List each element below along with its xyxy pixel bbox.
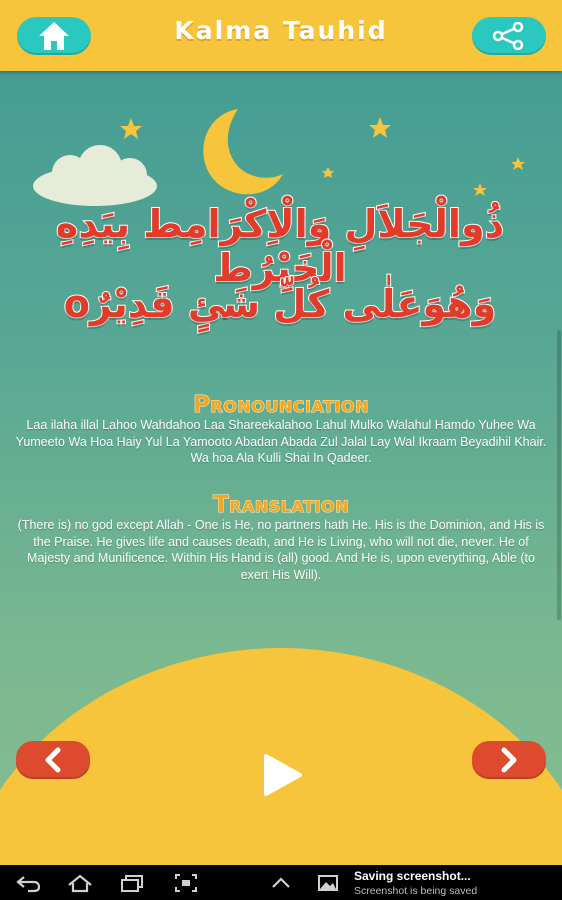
moon-icon: [203, 109, 283, 194]
home-button[interactable]: [17, 17, 91, 55]
pronunciation-text: Laa ilaha illal Lahoo Wahdahoo Laa Shareekalahoo Lahul Mulko Walahul Hamdo Yuhee Wa Yumeeto Wa Hoa Haiy Yul La Yamooto Abadan Abada Zul Jalal Lay Wal Ikraam Beyadihil Khair. Wa hoa Ala Kulli Shai In Qadeer.: [15, 418, 547, 465]
next-button[interactable]: [472, 741, 546, 779]
app-header: [0, 0, 562, 71]
arabic-line-1: ذُوالْجَلاَلِ وَالْاِكْرَامِط بِيَدِهِ الْخَيْرُط: [55, 202, 505, 290]
chevron-right-icon: [497, 747, 521, 773]
share-icon: [492, 22, 526, 50]
chevron-left-icon: [41, 747, 65, 773]
star-icon: [473, 183, 487, 196]
scrollbar[interactable]: [557, 330, 561, 620]
home-icon: [37, 20, 71, 52]
star-icon: [120, 118, 142, 139]
notification-subtitle: Screenshot is being saved: [354, 885, 478, 897]
screenshot-icon[interactable]: [172, 873, 200, 893]
system-navigation-bar: [0, 865, 562, 900]
play-button[interactable]: [252, 750, 310, 800]
home-icon[interactable]: [66, 873, 94, 893]
previous-button[interactable]: [16, 741, 90, 779]
play-icon: [256, 750, 306, 800]
recent-apps-icon[interactable]: [118, 873, 146, 893]
up-icon[interactable]: [267, 873, 295, 893]
translation-text: (There is) no god except Allah - One is He, no partners hath He. His is the Dominion, and His is the Praise. He gives life and causes death, and He is Living, who will not die, never. He of Majesty and Munificence. Within His Hand is (all) good. And He is, upon everything, Able (to exert His Will).: [17, 518, 545, 582]
star-icon: [322, 167, 334, 178]
image-icon: [314, 873, 342, 893]
pronunciation-heading: Pronounciation: [193, 392, 369, 418]
arabic-line-2: وَهُوَعَلٰى كُلِّ شَئٍ قَدِيْرٌo: [63, 282, 497, 326]
cloud-icon: [33, 145, 157, 206]
back-icon[interactable]: [14, 873, 42, 893]
share-button[interactable]: [472, 17, 546, 55]
notification-title: Saving screenshot...: [354, 869, 471, 883]
star-icon: [369, 117, 391, 138]
translation-heading: Translation: [212, 492, 349, 518]
page-title: Kalma Tauhid: [174, 16, 388, 45]
star-icon: [511, 157, 525, 170]
